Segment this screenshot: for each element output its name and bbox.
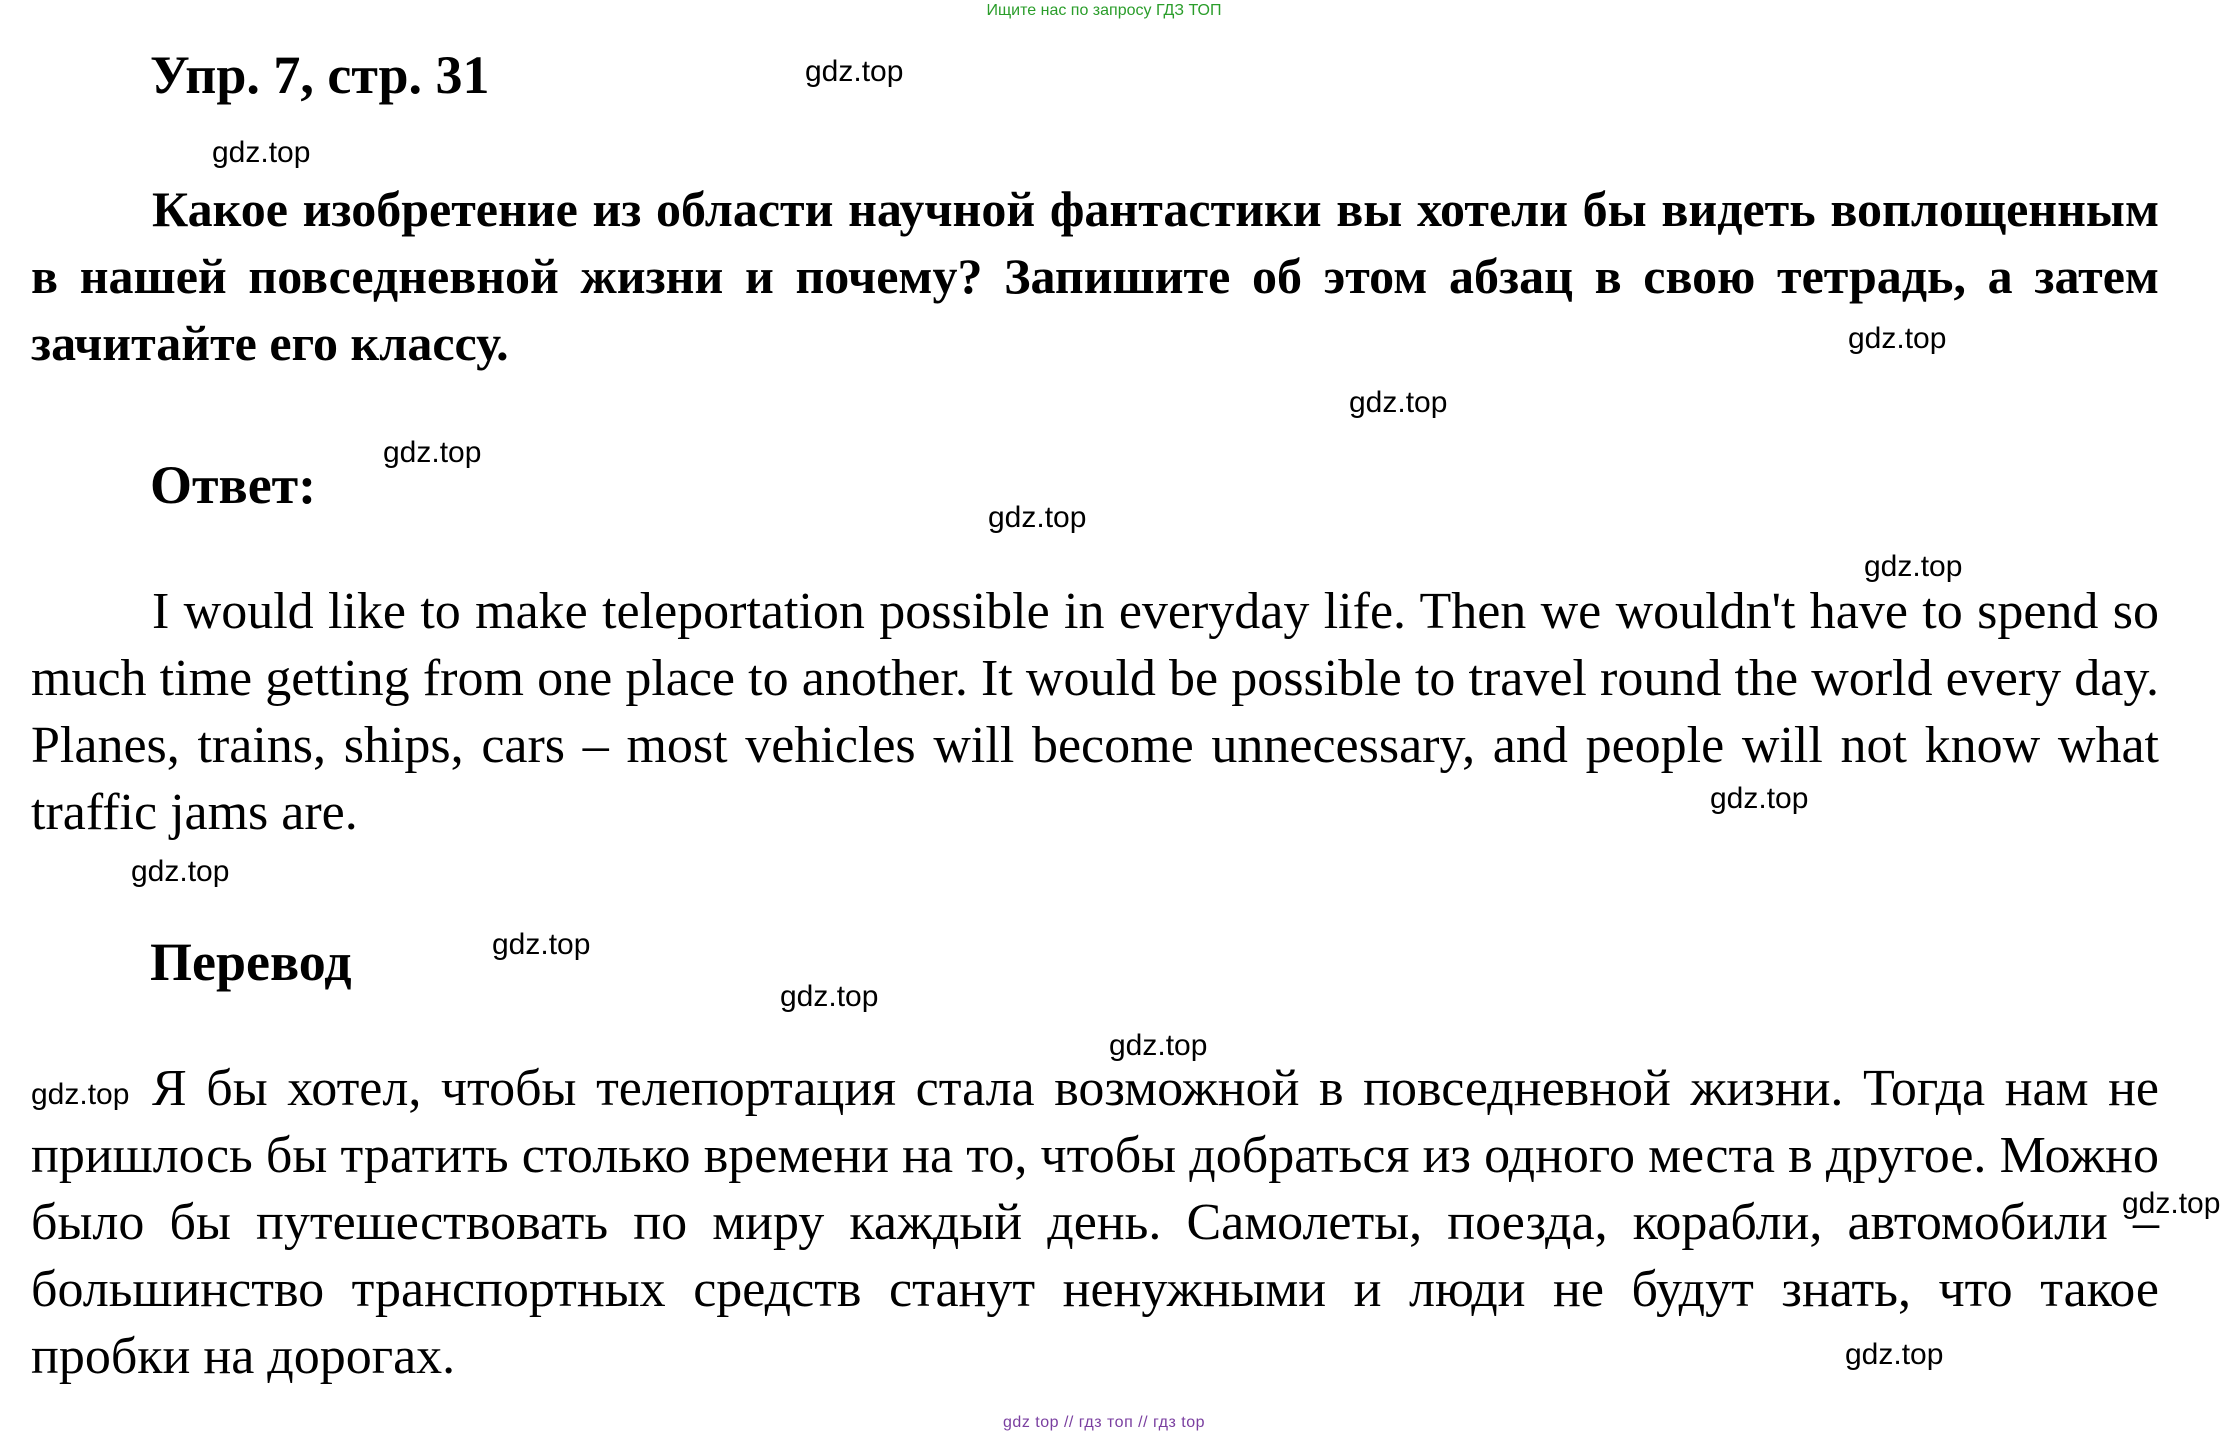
exercise-title: Упр. 7, стр. 31 [150, 45, 490, 105]
watermark: gdz.top [212, 136, 311, 169]
answer-text: I would like to make teleportation possible in everyday life. Then we wouldn't have to spend so much time getting from one place to another. It would be possible to travel round the world every day. Planes, trains, ships, cars – most vehicles will become unnecessary, and people will not know what traffic jams are. [31, 583, 2159, 841]
watermark: gdz.top [988, 501, 1087, 534]
watermark: gdz.top [31, 1078, 130, 1111]
top-search-note: Ищите нас по запросу ГДЗ ТОП [986, 2, 1222, 19]
translation-text: Я бы хотел, чтобы телепортация стала возможной в повседневной жизни. Тогда нам не пришлось бы тратить столько времени на то, чтобы добраться из одного места в другое. Можно было бы путешествовать по миру каждый день. Самолеты, поезда, корабли, автомобили – большинство транспортных средств станут ненужными и люди не будут знать, что такое пробки на дорогах. [31, 1060, 2159, 1385]
watermark: gdz.top [492, 928, 591, 961]
watermark: gdz.top [1109, 1029, 1208, 1062]
translation-heading: Перевод [150, 932, 352, 992]
watermark: gdz.top [1864, 550, 1963, 583]
watermark: gdz.top [805, 55, 904, 88]
watermark: gdz.top [1349, 386, 1448, 419]
question-text: Какое изобретение из области научной фантастики вы хотели бы видеть воплощенным в нашей повседневной жизни и почему? Запишите об этом абзац в свою тетрадь, а затем зачитайте его классу. [31, 181, 2159, 371]
watermark: gdz.top [1848, 322, 1947, 355]
watermark: gdz.top [383, 436, 482, 469]
watermark: gdz.top [2122, 1187, 2220, 1220]
watermark: gdz.top [131, 855, 230, 888]
footer-watermark: gdz top // гдз топ // гдз top [1003, 1414, 1205, 1431]
watermark: gdz.top [1710, 782, 1809, 815]
watermark: gdz.top [1845, 1338, 1944, 1371]
answer-heading: Ответ: [150, 455, 317, 515]
watermark: gdz.top [780, 980, 879, 1013]
